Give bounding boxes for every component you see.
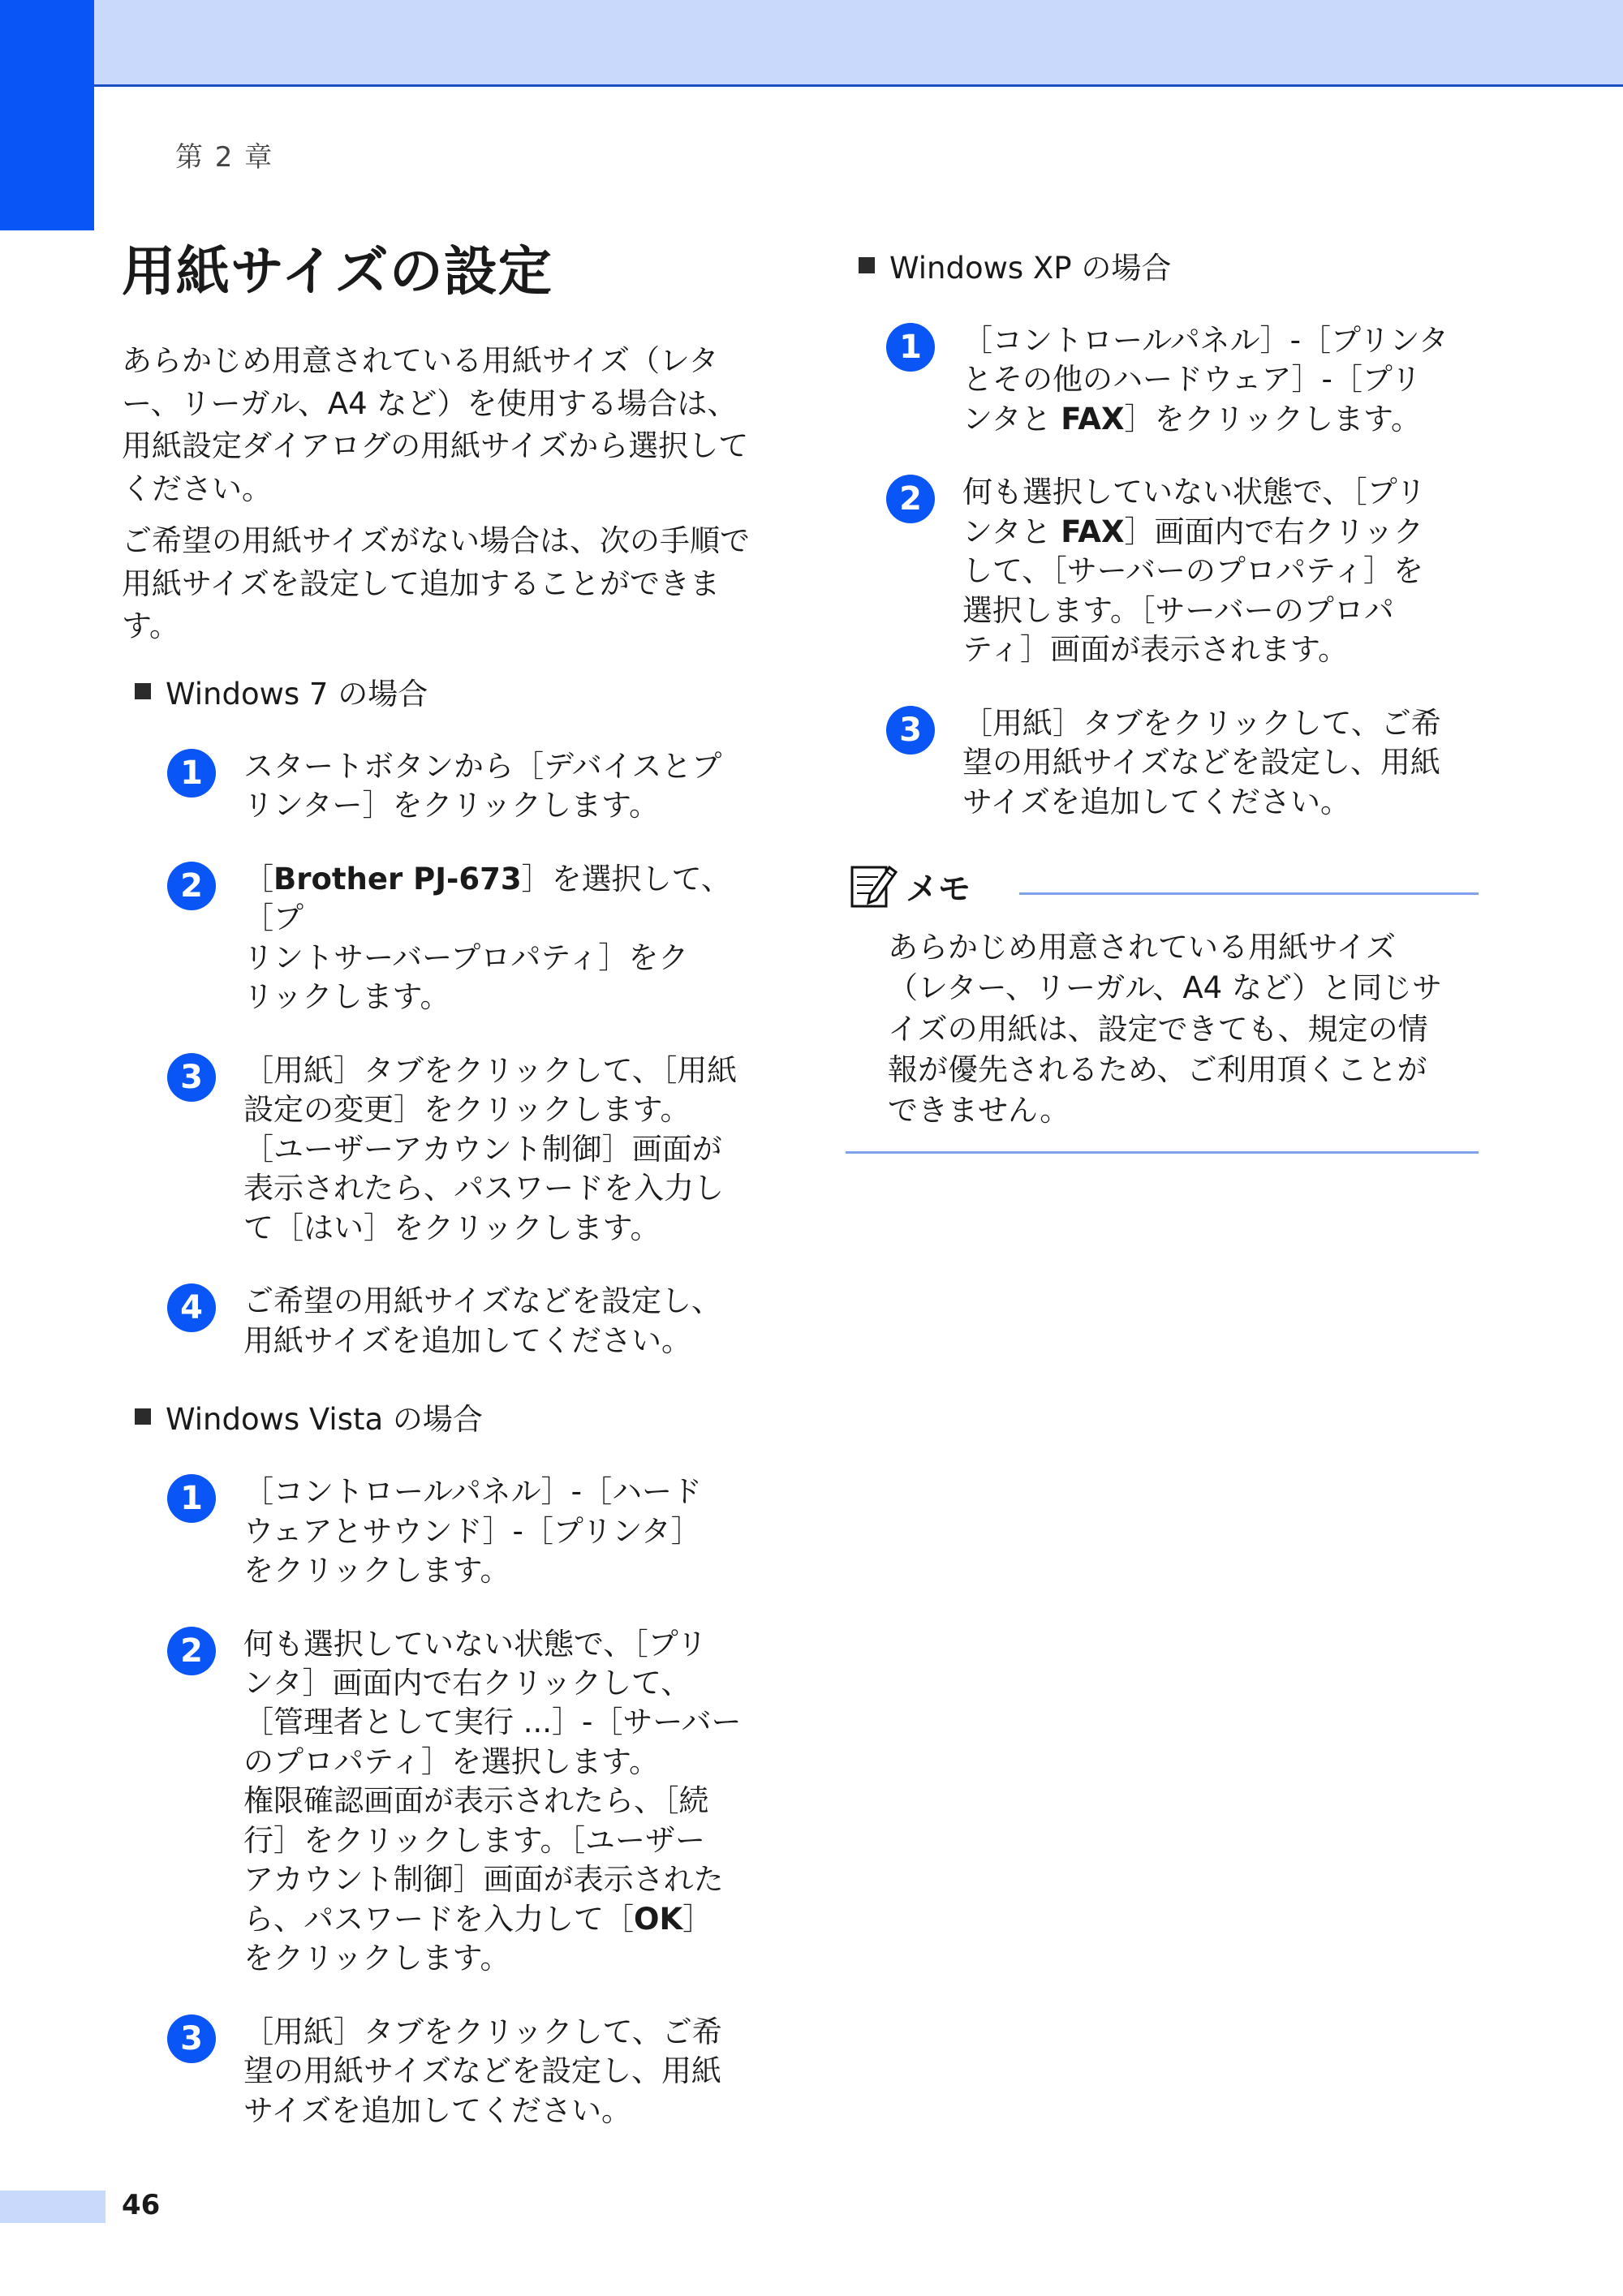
square-bullet-icon — [135, 1408, 151, 1425]
step-line: ［用紙］タブをクリックして、［用紙 — [243, 1052, 738, 1088]
step-line: サイズを追加してください。 — [962, 784, 1351, 819]
step-line: て［はい］をクリックします。 — [243, 1210, 661, 1245]
memo-line: あらかじめ用意されている用紙サイズ — [888, 930, 1397, 965]
step-text — [243, 1282, 747, 1361]
memo-line: イズの用紙は、設定できても、規定の情 — [888, 1011, 1428, 1047]
step-line: ［管理者として実行 ...］-［サーバー — [243, 1705, 742, 1740]
step-line: 何も選択していない状態で、［プリ — [962, 475, 1427, 510]
step-line: リンター］をクリックします。 — [243, 788, 660, 823]
step-number-icon: 1 — [167, 1474, 216, 1523]
memo-box — [846, 858, 1479, 1154]
step-text — [243, 1625, 747, 1979]
step-number-icon: 3 — [167, 1053, 216, 1102]
step-text — [243, 2013, 747, 2130]
step-item — [167, 747, 755, 826]
memo-text — [888, 927, 1456, 1132]
step-line: 権限確認画面が表示されたら、［続 — [243, 1783, 709, 1819]
header-band — [0, 0, 1623, 86]
right-column — [846, 243, 1479, 1154]
section-title: Windows XP の場合 — [889, 251, 1172, 286]
memo-line: （レター、リーガル、A4 など）と同じサ — [888, 970, 1442, 1006]
step-number-icon: 2 — [167, 1627, 216, 1675]
step-line: とその他のハードウェア］-［プリ — [962, 362, 1422, 398]
memo-pencil-icon — [849, 861, 899, 911]
steps-vista — [122, 1473, 755, 2130]
step-number-icon: 3 — [886, 706, 935, 755]
memo-title: メモ — [906, 870, 971, 908]
step-line: のプロパティ］を選択します。 — [243, 1743, 660, 1779]
step-number-icon: 3 — [167, 2014, 216, 2063]
step-line: をクリックします。 — [243, 1553, 510, 1589]
square-bullet-icon — [859, 257, 875, 273]
step-line: 行］をクリックします。［ユーザー — [243, 1822, 706, 1858]
step-line: ［コントロールパネル］-［プリンタ — [962, 323, 1449, 358]
step-text — [962, 321, 1466, 439]
step-line: ティ］画面が表示されます。 — [962, 632, 1349, 668]
step-item — [167, 1625, 755, 1979]
step-number-icon: 2 — [167, 862, 216, 910]
step-item — [886, 704, 1479, 822]
step-text — [243, 860, 747, 1017]
step-line: ンタ］画面内で右クリックして、 — [243, 1665, 691, 1701]
section-heading-vista — [135, 1395, 755, 1438]
section-title: Windows 7 の場合 — [166, 677, 428, 712]
memo-header — [846, 858, 1479, 914]
section-heading-win7 — [135, 669, 755, 713]
step-line: ［Brother PJ-673］を選択して、［プ — [243, 861, 731, 936]
step-line: リックします。 — [243, 979, 450, 1015]
page-title: 用紙サイズの設定 — [122, 240, 553, 303]
step-item — [167, 860, 755, 1017]
step-line: ら、パスワードを入力して［OK］ — [243, 1901, 713, 1937]
step-line: ンタと FAX］をクリックします。 — [962, 401, 1422, 436]
step-line: 設定の変更］をクリックします。 — [243, 1092, 691, 1128]
section-title: Windows Vista の場合 — [166, 1402, 483, 1438]
step-line: 望の用紙サイズなどを設定し、用紙 — [962, 745, 1441, 780]
step-line: 望の用紙サイズなどを設定し、用紙 — [243, 2053, 722, 2089]
memo-top-rule — [1019, 892, 1479, 895]
intro-paragraph: ご希望の用紙サイズがない場合は、次の手順で用紙サイズを設定して追加することができます。 — [122, 523, 751, 644]
step-line: ［用紙］タブをクリックして、ご希 — [962, 705, 1441, 741]
step-item — [167, 1473, 755, 1590]
step-line: 用紙サイズを追加してください。 — [243, 1322, 692, 1358]
step-line: アカウント制御］画面が表示された — [243, 1862, 724, 1898]
left-column — [122, 240, 755, 2165]
step-text — [243, 747, 747, 826]
step-number-icon: 1 — [886, 323, 935, 372]
step-line: ンタと FAX］画面内で右クリック — [962, 514, 1424, 549]
step-number-icon: 2 — [886, 475, 935, 523]
memo-line: できません。 — [888, 1093, 1070, 1129]
step-line: をクリックします。 — [243, 1941, 510, 1976]
step-text — [962, 473, 1466, 669]
step-item — [167, 2013, 755, 2130]
chapter-label: 第 2 章 — [175, 141, 274, 174]
step-line: して、［サーバーのプロパティ］を — [962, 553, 1423, 589]
memo-bottom-rule — [846, 1151, 1479, 1154]
footer-band — [0, 2191, 105, 2223]
section-heading-xp — [859, 243, 1479, 287]
steps-xp — [846, 321, 1479, 822]
step-item — [167, 1282, 755, 1361]
step-line: リントサーバープロパティ］をク — [243, 939, 689, 975]
step-line: 表示されたら、パスワードを入力し — [243, 1171, 724, 1206]
step-line: ［用紙］タブをクリックして、ご希 — [243, 2014, 722, 2049]
step-line: 選択します。［サーバーのプロパ — [962, 592, 1394, 628]
step-item — [886, 321, 1479, 439]
step-item — [886, 473, 1479, 669]
step-line: ［ユーザーアカウント制御］画面が — [243, 1131, 722, 1167]
step-line: スタートボタンから［デバイスとプ — [243, 749, 722, 785]
intro-paragraph: あらかじめ用意されている用紙サイズ（レター、リーガル、A4 など）を使用する場合は、用紙設定ダイアログの用紙サイズから選択してください。 — [122, 343, 749, 506]
step-text — [243, 1473, 747, 1590]
step-line: ［コントロールパネル］-［ハード — [243, 1474, 703, 1510]
step-item — [167, 1051, 755, 1248]
chapter-tab — [0, 0, 94, 230]
step-text — [962, 704, 1466, 822]
page-number: 46 — [122, 2189, 161, 2221]
header-rule — [94, 84, 1623, 87]
step-line: ウェアとサウンド］-［プリンタ］ — [243, 1513, 701, 1549]
step-number-icon: 4 — [167, 1283, 216, 1332]
step-number-icon: 1 — [167, 749, 216, 798]
memo-line: 報が優先されるため、ご利用頂くことが — [888, 1052, 1427, 1088]
step-line: 何も選択していない状態で、［プリ — [243, 1626, 708, 1662]
step-line: ご希望の用紙サイズなどを設定し、 — [243, 1283, 722, 1319]
steps-win7 — [122, 747, 755, 1361]
step-line: サイズを追加してください。 — [243, 2092, 632, 2128]
step-text — [243, 1051, 747, 1248]
square-bullet-icon — [135, 683, 151, 699]
